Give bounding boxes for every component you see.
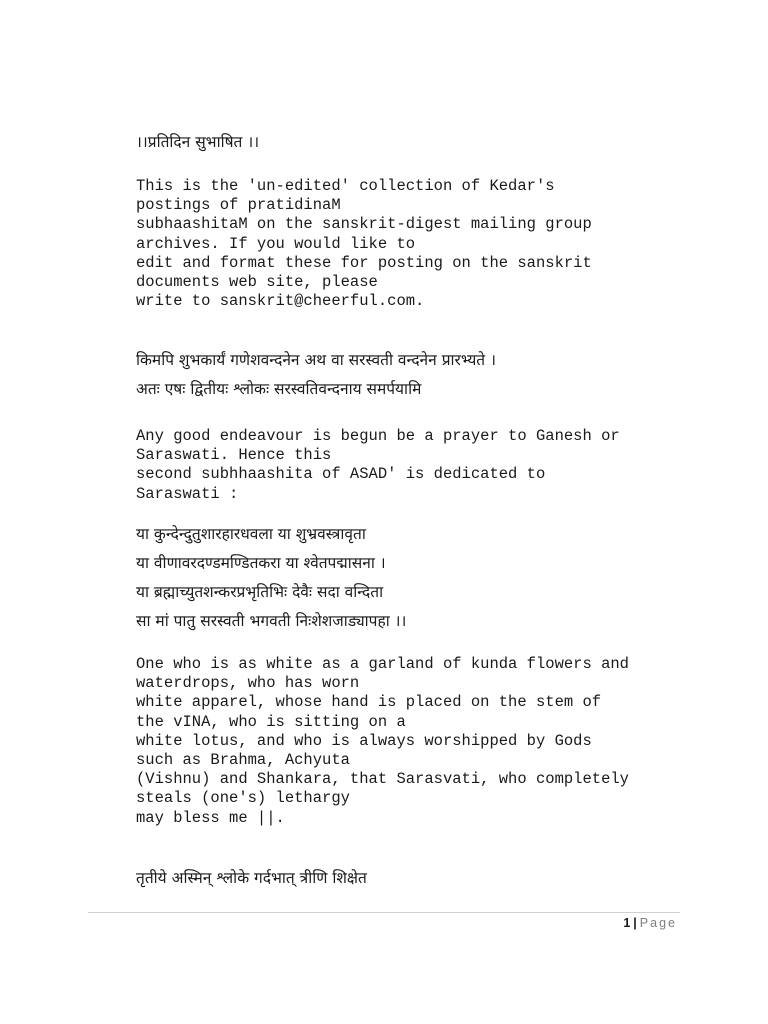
translation-line: waterdrops, who has worn	[136, 674, 360, 693]
english-intro-line: Any good endeavour is begun be a prayer to Ganesh or	[136, 427, 620, 445]
sanskrit-intro-line: अतः एषः द्वितीयः श्लोकः सरस्वतिवन्दनाय समर्पयामि	[136, 380, 422, 398]
translation-line: white apparel, whose hand is placed on the stem of	[136, 693, 602, 712]
page-label: Page	[639, 916, 677, 930]
footer-divider	[88, 912, 680, 913]
translation-line: such as Brahma, Achyuta	[136, 751, 350, 770]
page-footer	[623, 915, 677, 931]
intro-line: documents web site, please	[136, 273, 378, 292]
intro-line: postings of pratidinaM	[136, 196, 341, 215]
translation-line: white lotus, and who is always worshipped by Gods	[136, 731, 592, 750]
verse-line: सा मां पातु सरस्वती भगवती निःशेशजाड्यापहा ।।	[136, 612, 407, 630]
translation-line: the vINA, who is sitting on a	[136, 712, 406, 731]
english-intro-paragraph	[136, 427, 620, 504]
intro-line: This is the 'un-edited' collection of Kedar's	[136, 177, 555, 195]
translation-line: (Vishnu) and Shankara, that Sarasvati, who completely	[136, 770, 629, 789]
intro-line: edit and format these for posting on the sanskrit	[136, 253, 592, 272]
intro-line: write to sanskrit@cheerful.com.	[136, 292, 425, 311]
english-intro-line: Saraswati. Hence this	[136, 446, 332, 465]
intro-line: subhaashitaM on the sanskrit-digest mailing group	[136, 215, 592, 234]
sanskrit-intro	[136, 346, 496, 404]
translation-line: One who is as white as a garland of kunda flowers and	[136, 655, 629, 673]
verse-line: या वीणावरदण्डमण्डितकरा या श्वेतपद्मासना ।	[136, 554, 386, 572]
footer-separator: |	[633, 916, 637, 930]
closing-sanskrit-line: तृतीये अस्मिन् श्लोके गर्दभात् त्रीणि शिक्षेत	[136, 869, 367, 887]
page-number: 1	[623, 916, 631, 930]
english-intro-line: Saraswati :	[136, 484, 239, 503]
verse-line: या कुन्देन्दुतुशारहारधवला या शुभ्रवस्त्रावृता	[136, 525, 366, 543]
translation-line: steals (one's) lethargy	[136, 789, 350, 808]
intro-paragraph	[136, 177, 592, 311]
document-title: ।।प्रतिदिन सुभाषित ।।	[136, 133, 260, 151]
english-intro-line: second subhhaashita of ASAD' is dedicated to	[136, 465, 546, 484]
sanskrit-verse	[136, 520, 406, 636]
translation-line: may bless me ||.	[136, 808, 285, 827]
sanskrit-intro-line: किमपि शुभकार्यं गणेशवन्दनेन अथ वा सरस्वती वन्दनेन प्रारभ्यते ।	[136, 351, 496, 369]
intro-line: archives. If you would like to	[136, 234, 416, 253]
translation-paragraph	[136, 655, 629, 828]
verse-line: या ब्रह्माच्युतशन्करप्रभृतिभिः देवैः सदा वन्दिता	[136, 583, 384, 601]
